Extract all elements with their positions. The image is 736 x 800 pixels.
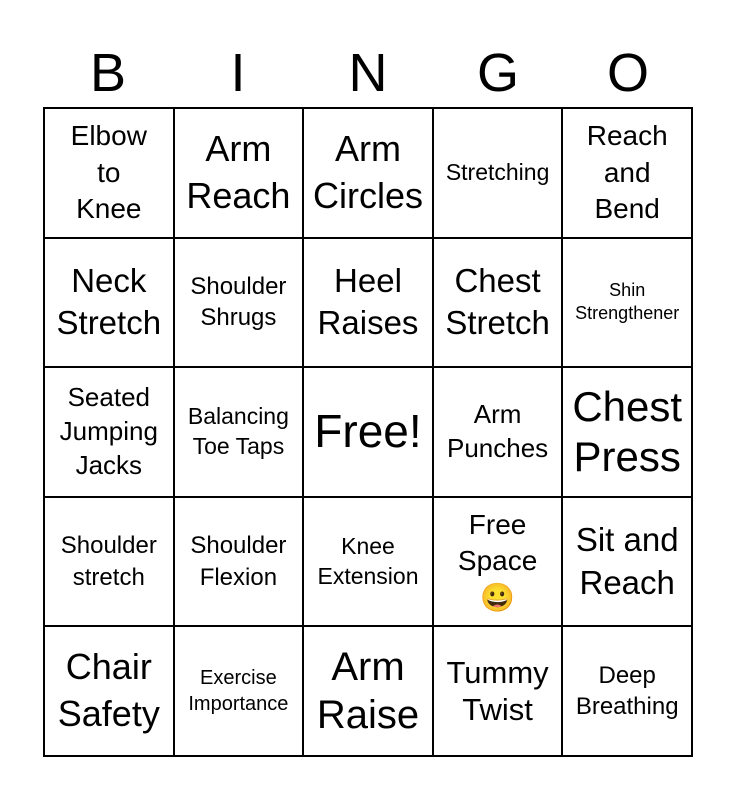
cell-label: Arm Reach [186,128,291,216]
bingo-cell-free-center[interactable] [303,367,433,497]
cell-label: Heel Raises [317,261,419,342]
bingo-cell-chest-stretch[interactable] [433,238,563,368]
header-letter-i: I [230,43,246,103]
bingo-cell-shoulder-shrugs[interactable] [174,238,304,368]
cell-label: Reach and Bend [586,120,668,224]
cell-label: Stretching [445,158,550,185]
cell-label: Arm Circles [312,128,423,216]
cell-label: Free! [314,405,422,458]
cell-label: Shoulder Flexion [190,532,287,591]
cell-label: Seated Jumping Jacks [59,382,158,480]
bingo-cell-reach-and-bend[interactable] [562,108,692,238]
header-letter-g: G [476,43,519,103]
bingo-cell-chair-safety[interactable] [44,626,174,756]
cell-label: Shin Strengthener [575,280,680,324]
bingo-cell-sit-and-reach[interactable] [562,497,692,627]
cell-label: Elbow to Knee [70,120,147,224]
cell-label: Arm Raise [316,645,420,738]
header-letter-n: N [348,43,388,103]
bingo-cell-knee-extension[interactable] [303,497,433,627]
bingo-cell-arm-punches[interactable] [433,367,563,497]
cell-label: Neck Stretch [56,261,162,342]
cell-label: Arm Punches [447,399,549,463]
cell-label: Chest Stretch [445,261,550,342]
bingo-cell-tummy-twist[interactable] [433,626,563,756]
bingo-card-grid [43,107,693,757]
cell-label: Tummy Twist [446,655,549,728]
bingo-cell-arm-reach[interactable] [174,108,304,238]
cell-label: Chest Press [572,382,683,480]
cell-label: Shoulder Shrugs [190,273,287,332]
cell-label: Sit and Reach [575,520,679,601]
bingo-header [43,38,693,108]
bingo-cell-heel-raises[interactable] [303,238,433,368]
bingo-cell-shoulder-stretch[interactable] [44,497,174,627]
bingo-cell-shoulder-flexion[interactable] [174,497,304,627]
cell-label: Deep Breathing [575,662,679,721]
cell-label: Chair Safety [57,646,160,735]
bingo-cell-arm-raise[interactable] [303,626,433,756]
bingo-cell-shin-strengthener[interactable] [562,238,692,368]
cell-label: Free Space 😀 [457,509,538,613]
bingo-cell-stretching[interactable] [433,108,563,238]
bingo-cell-neck-stretch[interactable] [44,238,174,368]
bingo-cell-elbow-to-knee[interactable] [44,108,174,238]
cell-label: Balancing Toe Taps [187,403,289,459]
cell-label: Shoulder stretch [60,532,157,591]
bingo-cell-seated-jumping-jacks[interactable] [44,367,174,497]
bingo-cell-balancing-toe-taps[interactable] [174,367,304,497]
bingo-cell-chest-press[interactable] [562,367,692,497]
header-letter-b: B [89,43,127,103]
bingo-cell-deep-breathing[interactable] [562,626,692,756]
cell-label: Exercise Importance [188,667,289,716]
bingo-cell-free-space[interactable] [433,497,563,627]
bingo-cell-exercise-importance[interactable] [174,626,304,756]
cell-label: Knee Extension [317,532,419,589]
bingo-cell-arm-circles[interactable] [303,108,433,238]
header-letter-o: O [606,43,649,103]
